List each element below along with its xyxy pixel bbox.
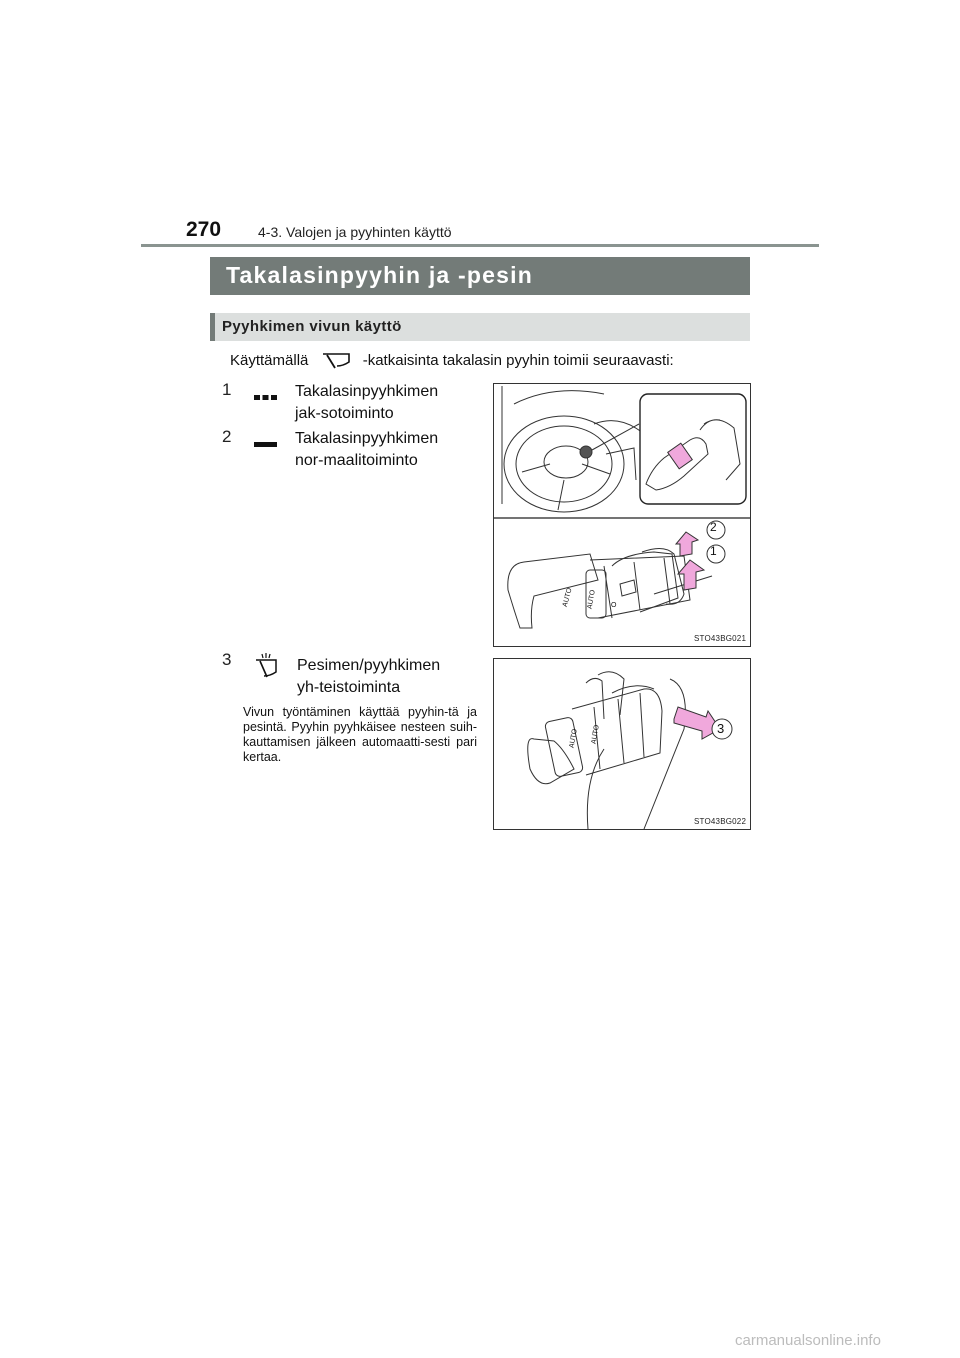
lever-label-off: O: [611, 602, 617, 609]
subsection-title: Pyyhkimen vivun käyttö: [222, 318, 402, 335]
intro-before-icon: Käyttämällä: [230, 352, 309, 369]
note-text: Vivun työntäminen käyttää pyyhin-tä ja pesintä. Pyyhin pyyhkäisee nesteen suih-kauttamisen jälkeen automaatti-sesti pari kertaa.: [243, 705, 477, 764]
intro-text: [230, 352, 674, 370]
lever-label-auto-2: AUTO: [590, 724, 601, 745]
item-number-1: 1: [222, 380, 232, 399]
figure-washer-operation: [493, 658, 751, 830]
item-number-2: 2: [222, 427, 232, 446]
section-title: Takalasinpyyhin ja -pesin: [226, 262, 533, 288]
solid-bar-icon: [254, 436, 278, 454]
lever-label-auto: AUTO: [561, 587, 574, 608]
washer-lever-illustration: [494, 659, 750, 829]
callout-3: 3: [717, 721, 725, 736]
item-text-1: Takalasinpyyhkimen jak-sotoiminto: [295, 383, 439, 422]
wiper-lever-illustration: [494, 384, 750, 646]
item-text-3: Pesimen/pyyhkimen yh-teistoiminta: [297, 657, 441, 696]
page-number: 270: [186, 218, 222, 241]
intro-after-icon: -katkaisinta takalasin pyyhin toimii seuraavasti:: [362, 352, 674, 369]
intermittent-dashes-icon: [254, 389, 278, 407]
figure-wiper-lever: [493, 383, 751, 647]
chapter-title: 4-3. Valojen ja pyyhinten käyttö: [258, 224, 452, 240]
callout-2: 2: [710, 520, 717, 534]
callout-1: 1: [710, 544, 717, 558]
item-text-2: Takalasinpyyhkimen nor-maalitoiminto: [295, 430, 439, 469]
figure-code: STO43BG021: [694, 634, 747, 643]
rear-wiper-icon: [313, 352, 359, 370]
watermark: carmanualsonline.info: [735, 1332, 881, 1349]
item-number-3: 3: [222, 650, 232, 669]
figure-code: STO43BG022: [694, 817, 747, 826]
washer-wiper-icon: [254, 652, 280, 685]
header-rule: [141, 244, 819, 247]
lever-label-auto-2: AUTO: [586, 589, 597, 610]
lever-label-auto: AUTO: [568, 728, 579, 749]
